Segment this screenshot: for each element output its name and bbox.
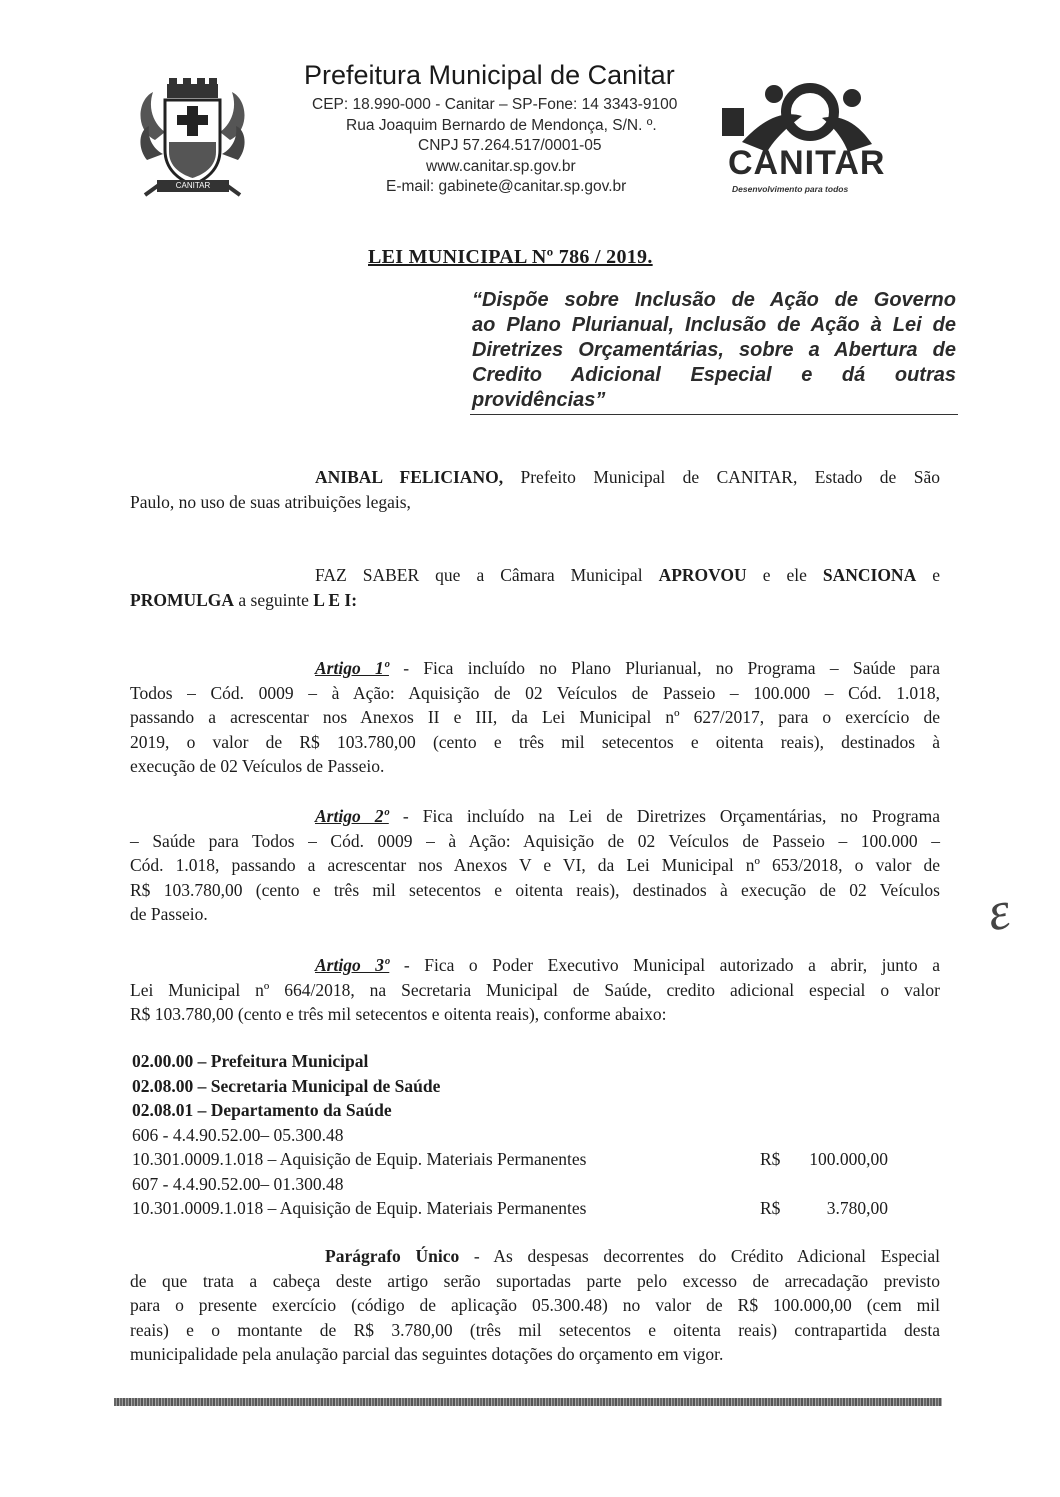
paragraph-text: - As despesas decorrentes do Crédito Adicional Especial: [459, 1246, 940, 1266]
budget-item-currency: R$: [760, 1198, 781, 1218]
article-line: – Saúde para Todos – Cód. 0009 – à Ação: Aquisição de 02 Veículos de Passeio – 100.000 –: [130, 830, 940, 851]
enactment-bold: PROMULGA: [130, 589, 235, 610]
budget-item-row: [132, 1196, 912, 1221]
coat-of-arms: [125, 70, 260, 205]
budget-item-row: [132, 1147, 912, 1172]
budget-unit: 02.08.01 – Departamento da Saúde: [132, 1100, 392, 1120]
crest-label: CANITAR: [157, 180, 229, 192]
article-line: execução de 02 Veículos de Passeio.: [130, 756, 385, 776]
margin-initials-mark: ε: [982, 879, 1015, 943]
logo-tagline: Desenvolvimento para todos: [732, 184, 849, 194]
budget-unit: 02.00.00 – Prefeitura Municipal: [132, 1051, 369, 1071]
ementa-line: Diretrizes Orçamentárias, sobre a Abertura de: [472, 339, 956, 361]
article-line: Cód. 1.018, passando a acrescentar nos Anexos V e VI, da Lei Municipal nº 653/2018, o valor de: [130, 855, 940, 875]
budget-allocation: [132, 1049, 912, 1221]
enactment-text: e ele: [746, 565, 823, 585]
cnpj-line: CNPJ 57.264.517/0001-05: [418, 137, 602, 154]
budget-item-currency: R$: [760, 1149, 781, 1169]
article-line: R$ 103.780,00 (cento e três mil setecentos e oitenta reais), conforme abaixo:: [130, 1004, 667, 1024]
paragraph-line: para o presente exercício (código de aplicação 05.300.48) no valor de R$ 100.000,00 (cem mil: [130, 1295, 940, 1315]
ementa-underline: [470, 414, 958, 415]
canitar-logo: [722, 80, 892, 198]
article-line: 2019, o valor de R$ 103.780,00 (cento e três mil setecentos e oitenta reais), destinados à: [130, 731, 940, 752]
preamble-line: Paulo, no uso de suas atribuições legais,: [130, 491, 411, 512]
logo-wordmark: CANITAR: [728, 144, 886, 182]
law-title: LEI MUNICIPAL Nº 786 / 2019.: [368, 246, 653, 268]
article-2: [130, 804, 940, 927]
enactment-bold: SANCIONA: [822, 565, 917, 585]
sole-paragraph-label: Parágrafo Único: [325, 1246, 460, 1266]
article-text: - Fica incluído no Plano Plurianual, no Programa – Saúde para: [388, 658, 940, 678]
budget-unit: 02.08.00 – Secretaria Municipal de Saúde: [132, 1075, 441, 1096]
ementa-line: Credito Adicional Especial e dá outras: [472, 364, 956, 386]
article-3: [130, 953, 940, 1027]
cep-phone-line: CEP: 18.990-000 - Canitar – SP-Fone: 14 3343-9100: [312, 96, 678, 113]
paragraph-line: municipalidade pela anulação parcial das seguintes dotações do orçamento em vigor.: [130, 1344, 724, 1364]
email-line[interactable]: E-mail: gabinete@canitar.sp.gov.br: [386, 178, 627, 195]
municipality-name: Prefeitura Municipal de Canitar: [304, 60, 675, 90]
article-1: [130, 656, 940, 779]
preamble: [130, 465, 940, 514]
enactment-text: a seguinte: [234, 589, 314, 610]
budget-item-desc: 10.301.0009.1.018 – Aquisição de Equip. Materiais Permanentes: [132, 1149, 587, 1169]
enactment-clause: [130, 563, 940, 612]
website-link[interactable]: www.canitar.sp.gov.br: [426, 158, 576, 175]
article-1-label: Artigo 1º: [315, 658, 389, 678]
budget-item-code: 606 - 4.4.90.52.00– 05.300.48: [132, 1124, 344, 1145]
article-3-label: Artigo 3º: [315, 955, 390, 975]
ementa-line: providências”: [472, 389, 606, 411]
enactment-text: e: [916, 565, 940, 585]
article-line: R$ 103.780,00 (cento e três mil setecentos e oitenta reais), destinados à execução de 02 Veículos: [130, 879, 940, 900]
preamble-text: Prefeito Municipal de CANITAR, Estado de São: [520, 467, 940, 487]
sole-paragraph: [130, 1244, 940, 1367]
mayor-name: ANIBAL FELICIANO,: [315, 467, 504, 487]
article-2-label: Artigo 2º: [315, 806, 389, 826]
article-line: Lei Municipal nº 664/2018, na Secretaria Municipal de Saúde, credito adicional especial o valor: [130, 979, 940, 1000]
ementa-line: ao Plano Plurianual, Inclusão de Ação à Lei de: [472, 314, 956, 336]
article-line: passando a acrescentar nos Anexos II e III, da Lei Municipal nº 627/2017, para o exercício de: [130, 707, 940, 727]
enactment-bold: APROVOU: [658, 565, 747, 585]
budget-item-value: 3.780,00: [826, 1198, 888, 1218]
article-text: - Fica o Poder Executivo Municipal autorizado a abrir, junto a: [389, 955, 940, 975]
ementa: [472, 288, 956, 413]
enactment-text: FAZ SABER que a Câmara Municipal: [315, 565, 659, 585]
budget-item-desc: 10.301.0009.1.018 – Aquisição de Equip. Materiais Permanentes: [132, 1198, 587, 1218]
footer-bar: [114, 1398, 942, 1406]
budget-item-code: 607 - 4.4.90.52.00– 01.300.48: [132, 1173, 344, 1194]
paragraph-line: de que trata a cabeça deste artigo serão suportadas parte pelo excesso de arrecadação previsto: [130, 1270, 940, 1291]
article-text: - Fica incluído na Lei de Diretrizes Orçamentárias, no Programa: [388, 806, 940, 826]
enactment-bold: L E I:: [313, 589, 358, 610]
paragraph-line: reais) e o montante de R$ 3.780,00 (três mil setecentos e oitenta reais) contrapartida desta: [130, 1319, 940, 1340]
article-line: Todos – Cód. 0009 – à Ação: Aquisição de 02 Veículos de Passeio – 100.000 – Cód. 1.018,: [130, 682, 940, 703]
budget-item-value: 100.000,00: [809, 1149, 888, 1169]
ementa-line: “Dispõe sobre Inclusão de Ação de Governo: [472, 289, 956, 311]
address-line: Rua Joaquim Bernardo de Mendonça, S/N. º.: [346, 117, 657, 134]
article-line: de Passeio.: [130, 904, 208, 924]
